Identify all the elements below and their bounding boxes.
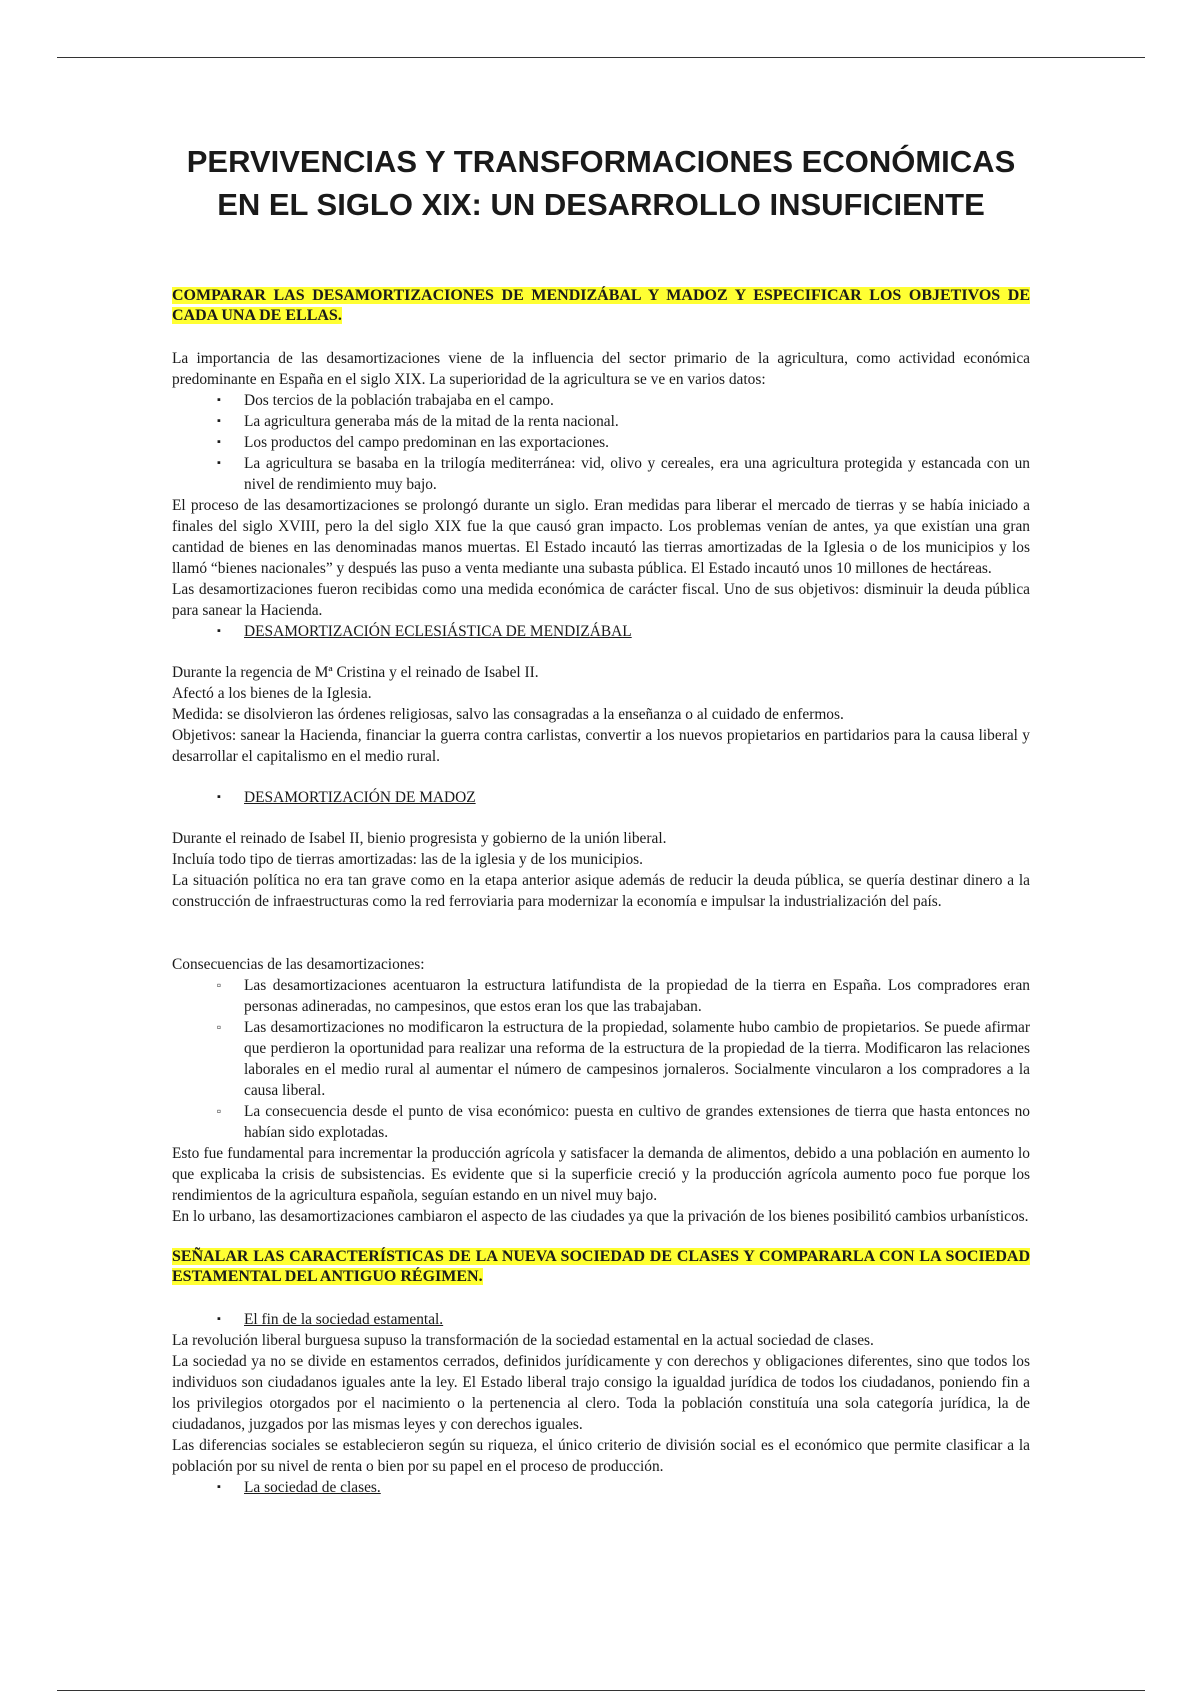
- list-item: ▪ La agricultura generaba más de la mitad de la renta nacional.: [172, 411, 1030, 432]
- society-paragraph: La revolución liberal burguesa supuso la transformación de la sociedad estamental en la actual sociedad de clases.: [172, 1332, 874, 1349]
- consequences-paragraph: Esto fue fundamental para incrementar la producción agrícola y satisfacer la demanda de alimentos, debido a una población en aumento lo que explicaba la crisis de subsistencias. Es evidente que si la superficie creció y la producción agrícola aumento poco fue porque los rendimientos de la agricultura española, seguían estando en un nivel muy bajo.: [172, 1145, 1030, 1204]
- urban-paragraph: En lo urbano, las desamortizaciones cambiaron el aspecto de las ciudades ya que la privación de los bienes posibilitó cambios urbanísticos.: [172, 1208, 1029, 1225]
- madoz-line: Durante el reinado de Isabel II, bienio progresista y gobierno de la unión liberal.: [172, 830, 667, 847]
- square-bullet-icon: ▪: [217, 394, 221, 406]
- section-heading-desamortizaciones: COMPARAR LAS DESAMORTIZACIONES DE MENDIZÁBAL Y MADOZ Y ESPECIFICAR LOS OBJETIVOS DE CADA UNA DE ELLAS.: [172, 287, 1030, 324]
- square-bullet-icon: ▪: [217, 1313, 221, 1325]
- list-item: ▪ Los productos del campo predominan en las exportaciones.: [172, 432, 1030, 453]
- square-bullet-icon: ▪: [217, 457, 221, 469]
- society-paragraph: La sociedad ya no se divide en estamentos cerrados, definidos jurídicamente y con derechos y obligaciones diferentes, sino que todos los individuos son ciudadanos iguales ante la ley. El Estado liberal trajo consigo la igualdad jurídica de todos los ciudadanos, poniendo fin a los privilegios otorgados por el nacimiento o la pertenencia al clero. Toda la población constituía una sola categoría jurídica, la de ciudadanos, juzgados por las mismas leyes y con derechos iguales.: [172, 1353, 1030, 1433]
- top-rule: [57, 57, 1145, 58]
- list-item: ▪ La agricultura se basaba en la trilogía mediterránea: vid, olivo y cereales, era una agricultura protegida y estancada con un nivel de rendimiento muy bajo.: [172, 453, 1030, 495]
- bottom-rule: [57, 1690, 1145, 1691]
- square-bullet-icon: ▪: [217, 415, 221, 427]
- list-item: ▫ Las desamortizaciones no modificaron la estructura de la propiedad, solamente hubo cambio de propietarios. Se puede afirmar que perdieron la oportunidad para realizar una reforma de la estructura de la propiedad de la tierra. Modificaron las relaciones laborales en el medio rural al aumentar el número de campesinos jornaleros. Socialmente vincularon a los compradores a la causa liberal.: [172, 1017, 1030, 1101]
- mendizabal-title: ▪ DESAMORTIZACIÓN ECLESIÁSTICA DE MENDIZÁBAL: [172, 621, 1030, 642]
- list-item: ▫ La consecuencia desde el punto de visa económico: puesta en cultivo de grandes extensiones de tierra que hasta entonces no habían sido explotadas.: [172, 1101, 1030, 1143]
- page-title: PERVIVENCIAS Y TRANSFORMACIONES ECONÓMICAS EN EL SIGLO XIX: UN DESARROLLO INSUFICIENTE: [186, 144, 1016, 222]
- society-paragraph: Las diferencias sociales se establecieron según su riqueza, el único criterio de división social es el económico que permite clasificar a la población por su nivel de renta o bien por su papel en el proceso de producción.: [172, 1437, 1030, 1475]
- process-paragraph: El proceso de las desamortizaciones se prolongó durante un siglo. Eran medidas para liberar el mercado de tierras y se había iniciado a finales del siglo XVIII, pero la del siglo XIX fue la que causó gran impacto. Los problemas venían de antes, ya que existían una gran cantidad de bienes en las denominadas manos muertas. El Estado incautó las tierras amortizadas de la Iglesia o de los municipios y los llamó “bienes nacionales” y después las puso a venta mediante una subasta pública. El Estado incautó unos 10 millones de hectáreas.: [172, 497, 1030, 577]
- madoz-line: Incluía todo tipo de tierras amortizadas: las de la iglesia y de los municipios.: [172, 851, 644, 868]
- agriculture-data-list: [172, 390, 1030, 495]
- madoz-line: La situación política no era tan grave como en la etapa anterior asique además de reducir la deuda pública, se quería destinar dinero a la construcción de infraestructuras como la red ferroviaria para modernizar la economía e impulsar la industrialización del país.: [172, 872, 1030, 910]
- fiscal-paragraph: Las desamortizaciones fueron recibidas como una medida económica de carácter fiscal. Uno de sus objetivos: disminuir la deuda pública para sanear la Hacienda.: [172, 581, 1030, 619]
- consequences-list: [172, 975, 1030, 1143]
- hollow-square-bullet-icon: ▫: [216, 978, 222, 992]
- square-bullet-icon: ▪: [217, 791, 221, 803]
- mendizabal-line: Medida: se disolvieron las órdenes religiosas, salvo las consagradas a la enseñanza o al cuidado de enfermos.: [172, 706, 844, 723]
- hollow-square-bullet-icon: ▫: [216, 1020, 222, 1034]
- classes-title: ▪ La sociedad de clases.: [172, 1477, 1030, 1498]
- mendizabal-line: Durante la regencia de Mª Cristina y el reinado de Isabel II.: [172, 664, 539, 681]
- list-item: ▫ Las desamortizaciones acentuaron la estructura latifundista de la propiedad de la tierra en España. Los compradores eran personas adineradas, no campesinos, que estos eran los que las trabajaban.: [172, 975, 1030, 1017]
- consequences-intro: Consecuencias de las desamortizaciones:: [172, 956, 425, 973]
- intro-paragraph: La importancia de las desamortizaciones viene de la influencia del sector primario de la agricultura, como actividad económica predominante en España en el siglo XIX. La superioridad de la agricultura se ve en varios datos:: [172, 350, 1030, 388]
- hollow-square-bullet-icon: ▫: [216, 1104, 222, 1118]
- square-bullet-icon: ▪: [217, 436, 221, 448]
- square-bullet-icon: ▪: [217, 1481, 221, 1493]
- document-body: [172, 140, 1030, 1498]
- mendizabal-line: Objetivos: sanear la Hacienda, financiar la guerra contra carlistas, convertir a los nuevos propietarios en partidarios para la causa liberal y desarrollar el capitalismo en el medio rural.: [172, 727, 1030, 765]
- end-estamental-title: ▪ El fin de la sociedad estamental.: [172, 1309, 1030, 1330]
- madoz-title: ▪ DESAMORTIZACIÓN DE MADOZ: [172, 787, 1030, 808]
- mendizabal-line: Afectó a los bienes de la Iglesia.: [172, 685, 372, 702]
- square-bullet-icon: ▪: [217, 625, 221, 637]
- section-heading-sociedad: SEÑALAR LAS CARACTERÍSTICAS DE LA NUEVA SOCIEDAD DE CLASES Y COMPARARLA CON LA SOCIEDAD ESTAMENTAL DEL ANTIGUO RÉGIMEN.: [172, 1248, 1030, 1285]
- list-item: ▪ Dos tercios de la población trabajaba en el campo.: [172, 390, 1030, 411]
